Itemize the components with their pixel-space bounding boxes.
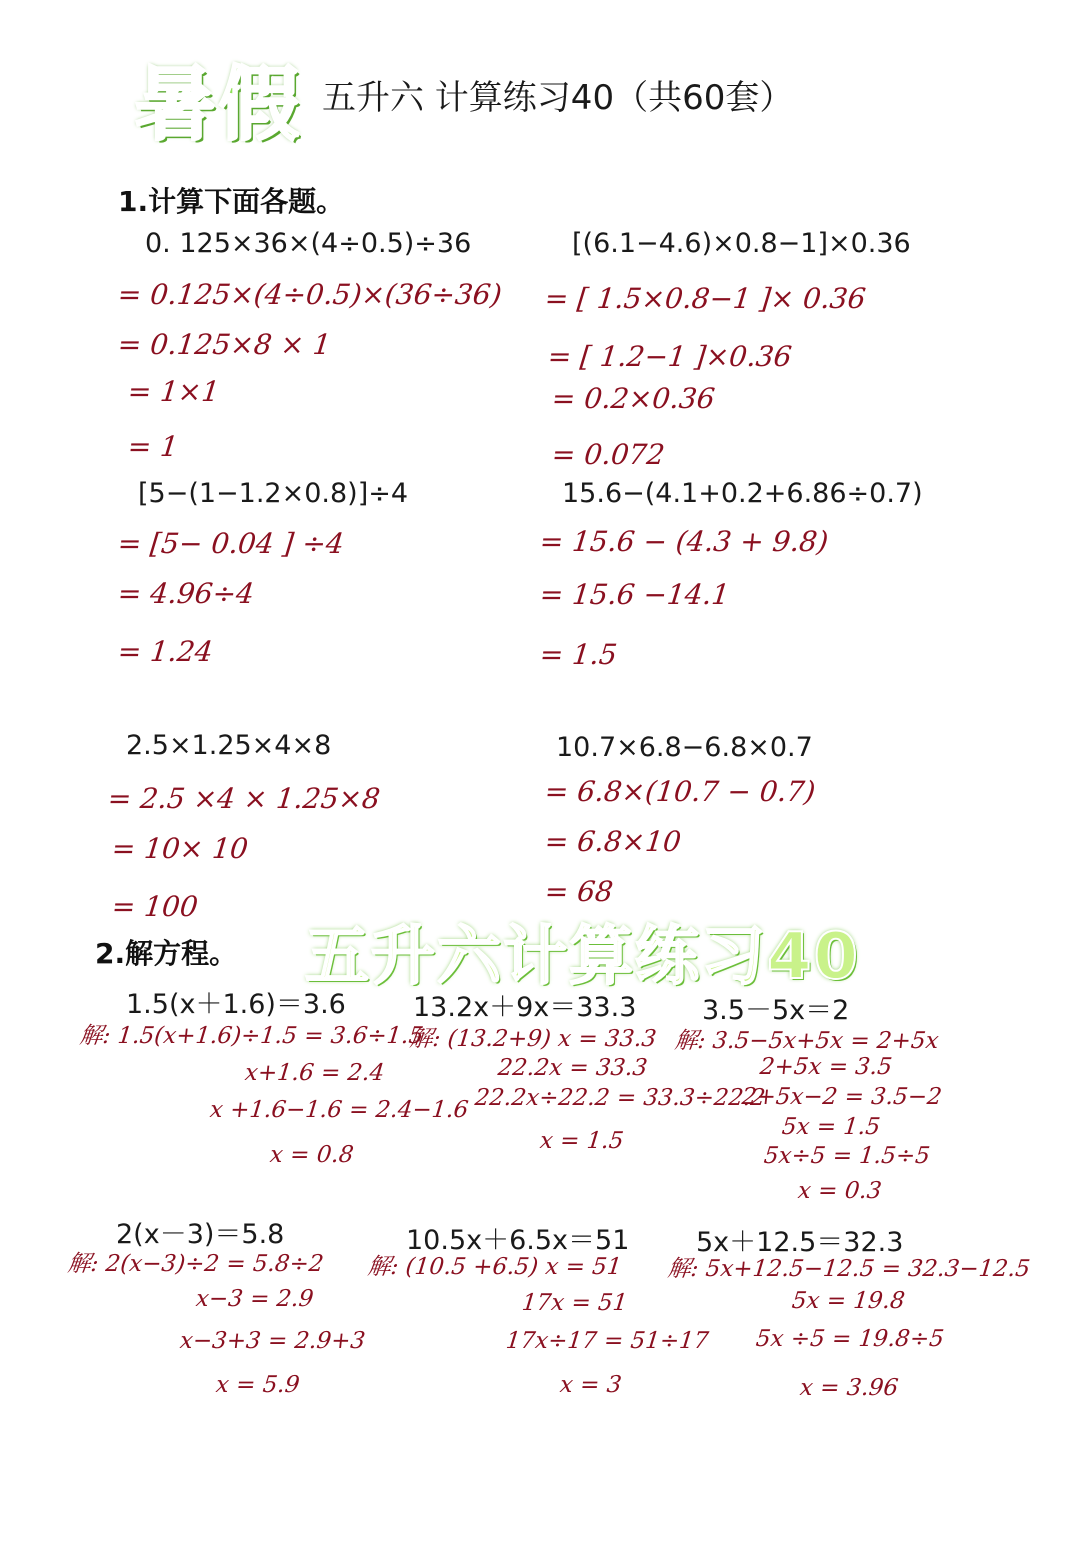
page-title: 五升六 计算练习40（共60套） [322, 78, 794, 118]
problem-2-step-2: = [ 1.2−1 ]×0.36 [546, 340, 794, 373]
equation-1-step-2: x+1.6 = 2.4 [243, 1060, 386, 1086]
equation-2-step-2: 22.2x = 33.3 [496, 1055, 649, 1081]
problem-1-step-1: = 0.125×(4÷0.5)×(36÷36) [116, 278, 504, 311]
problem-5-step-3: = 100 [110, 890, 200, 923]
problem-2-question: [(6.1−4.6)×0.8−1]×0.36 [572, 228, 911, 259]
title-watermark: 五升六计算练习40 [305, 920, 861, 994]
problem-5-step-2: = 10× 10 [110, 832, 250, 865]
problem-2-step-3: = 0.2×0.36 [550, 382, 717, 415]
equation-5-step-4: x = 3 [558, 1372, 623, 1398]
equation-6-step-1: 解: 5x+12.5−12.5 = 32.3−12.5 [666, 1256, 1032, 1282]
problem-6-step-1: = 6.8×(10.7 − 0.7) [543, 775, 818, 808]
equation-1-step-4: x = 0.8 [268, 1142, 355, 1168]
problem-4-question: 15.6−(4.1+0.2+6.86÷0.7) [562, 478, 923, 509]
problem-3-step-3: = 1.24 [116, 635, 215, 668]
problem-6-question: 10.7×6.8−6.8×0.7 [556, 732, 813, 763]
equation-2-step-1: 解: (13.2+9) x = 33.3 [408, 1026, 658, 1052]
section2-heading: 2.解方程。 [95, 937, 238, 970]
problem-2-step-4: = 0.072 [550, 438, 667, 471]
problem-5-question: 2.5×1.25×4×8 [126, 730, 332, 761]
problem-1-step-3: = 1×1 [126, 375, 222, 408]
equation-5-question: 10.5x＋6.5x＝51 [406, 1225, 630, 1256]
equation-4-question: 2(x－3)＝5.8 [116, 1219, 285, 1250]
equation-2-step-4: x = 1.5 [538, 1128, 625, 1154]
equation-3-step-2: 2+5x = 3.5 [758, 1054, 894, 1080]
equation-2-question: 13.2x＋9x＝33.3 [413, 992, 637, 1023]
equation-1-question: 1.5(x＋1.6)＝3.6 [126, 989, 346, 1020]
equation-4-step-2: x−3 = 2.9 [194, 1286, 315, 1312]
summer-badge: 暑假 [135, 58, 303, 151]
equation-6-step-2: 5x = 19.8 [790, 1288, 907, 1314]
equation-1-step-3: x +1.6−1.6 = 2.4−1.6 [208, 1097, 470, 1123]
equation-3-step-1: 解: 3.5−5x+5x = 2+5x [673, 1028, 940, 1054]
equation-6-step-3: 5x ÷5 = 19.8÷5 [754, 1326, 946, 1352]
equation-3-step-3: 2+5x−2 = 3.5−2 [740, 1084, 944, 1110]
problem-1-step-2: = 0.125×8 × 1 [116, 328, 333, 361]
problem-3-step-2: = 4.96÷4 [116, 577, 256, 610]
equation-4-step-3: x−3+3 = 2.9+3 [178, 1328, 367, 1354]
equation-3-step-4: 5x = 1.5 [780, 1114, 882, 1140]
problem-1-step-4: = 1 [126, 430, 180, 463]
equation-6-question: 5x＋12.5＝32.3 [696, 1227, 904, 1258]
problem-5-step-1: = 2.5 ×4 × 1.25×8 [106, 782, 382, 815]
equation-4-step-1: 解: 2(x−3)÷2 = 5.8÷2 [66, 1251, 325, 1277]
problem-6-step-3: = 68 [543, 875, 615, 908]
equation-3-step-5: 5x÷5 = 1.5÷5 [762, 1143, 932, 1169]
problem-4-step-2: = 15.6 −14.1 [538, 578, 732, 611]
equation-3-question: 3.5－5x＝2 [702, 995, 850, 1026]
equation-5-step-2: 17x = 51 [520, 1290, 629, 1316]
problem-2-step-1: = [ 1.5×0.8−1 ]× 0.36 [543, 282, 868, 315]
problem-3-question: [5−(1−1.2×0.8)]÷4 [138, 478, 409, 509]
problem-6-step-2: = 6.8×10 [543, 825, 683, 858]
section1-heading: 1.计算下面各题。 [118, 185, 345, 218]
equation-4-step-4: x = 5.9 [214, 1372, 301, 1398]
equation-3-step-6: x = 0.3 [796, 1178, 883, 1204]
equation-1-step-1: 解: 1.5(x+1.6)÷1.5 = 3.6÷1.5 [78, 1023, 425, 1049]
problem-4-step-1: = 15.6 − (4.3 + 9.8) [538, 525, 830, 558]
equation-2-step-3: 22.2x÷22.2 = 33.3÷22.2 [473, 1085, 767, 1111]
problem-3-step-1: = [5− 0.04 ] ÷4 [116, 527, 346, 560]
equation-5-step-3: 17x÷17 = 51÷17 [504, 1328, 710, 1354]
problem-1-question: 0. 125×36×(4÷0.5)÷36 [145, 228, 472, 259]
equation-6-step-4: x = 3.96 [798, 1375, 900, 1401]
equation-5-step-1: 解: (10.5 +6.5) x = 51 [366, 1254, 623, 1280]
problem-4-step-3: = 1.5 [538, 638, 619, 671]
